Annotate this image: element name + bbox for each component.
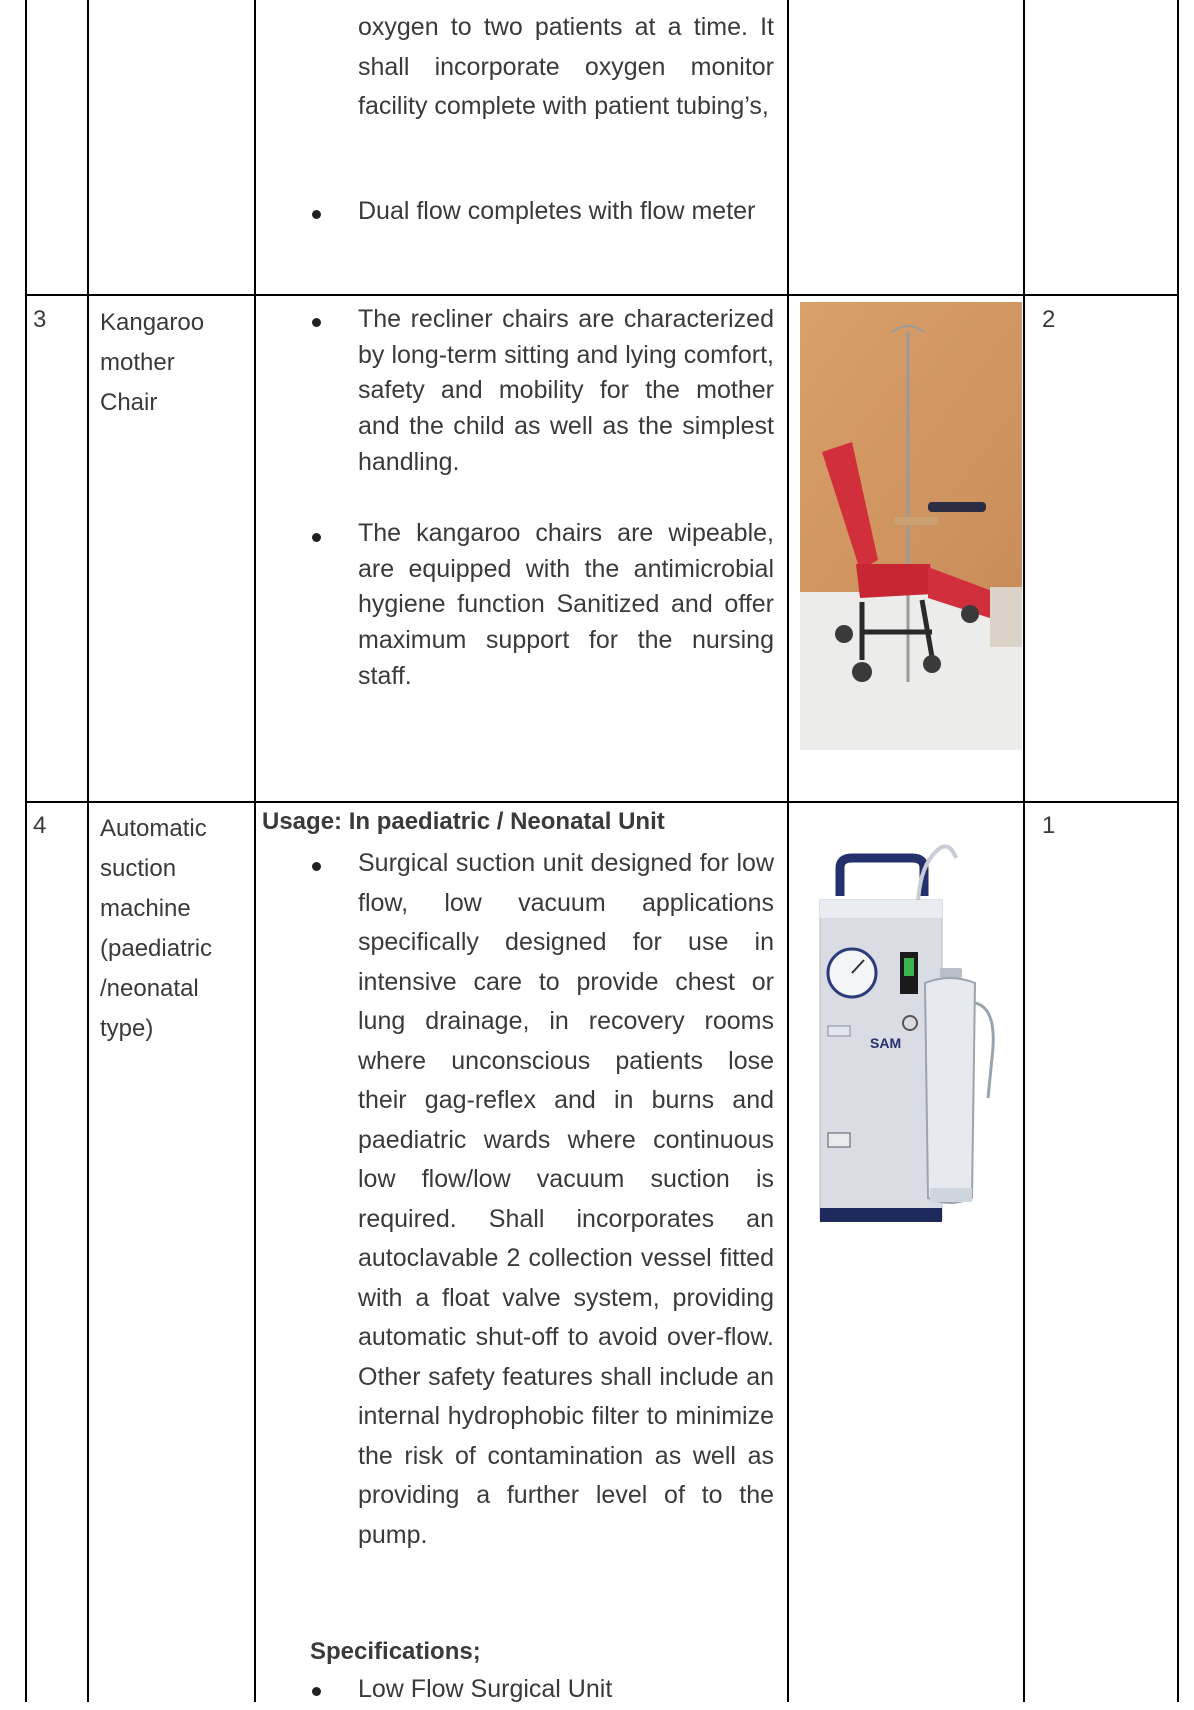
- row-divider-mid: [25, 801, 1179, 803]
- item-name-line: (paediatric: [100, 935, 213, 962]
- item-name-line: Automatic: [100, 815, 207, 842]
- table-border-right: [1177, 0, 1179, 1702]
- row-divider-top: [25, 294, 1179, 296]
- item-name-line: /neonatal: [100, 975, 199, 1002]
- table-border-left: [25, 0, 27, 1702]
- table-col-divider-1: [87, 0, 89, 1702]
- dual-flow-bullet: Dual flow completes with flow meter: [358, 197, 756, 225]
- device-brand-label: SAM: [870, 1035, 902, 1051]
- bullet-dot: [312, 318, 321, 327]
- item-name-line: machine: [100, 895, 191, 922]
- table-col-divider-4: [1023, 0, 1025, 1702]
- quantity: 2: [1042, 306, 1056, 333]
- item-name-line: type): [100, 1015, 154, 1042]
- suction-description-bullet: Surgical suction unit designed for low flow, low vacuum applications specifically designed for use in intensive care to provide chest or lung drainage, in recovery rooms where unconscious patients lose their gag-reflex and in burns and paediatric wards where continuous low flow/low vacuum suction is required. Shall incorporates an autoclavable 2 collection vessel fitted with a float valve system, providing automatic shut-off to avoid over-flow. Other safety features shall include an internal hydrophobic filter to minimize the risk of contamination as well as providing a further level of to the pump.: [358, 849, 774, 1549]
- row-number: 4: [33, 812, 47, 839]
- bullet-dot: [312, 533, 321, 542]
- item-name-line: suction: [100, 855, 177, 882]
- table-col-divider-2: [254, 0, 256, 1702]
- table-col-divider-3: [787, 0, 789, 1702]
- spec-item: Low Flow Surgical Unit: [358, 1675, 613, 1703]
- recliner-chair-photo: [800, 302, 1022, 750]
- recliner-bullet: The recliner chairs are characterized by long-term sitting and lying comfort, safety and mobility for the mother and the child as well as the simplest handling.: [358, 305, 774, 476]
- specs-heading: Specifications;: [310, 1638, 481, 1665]
- quantity: 1: [1042, 812, 1056, 839]
- bullet-dot: [312, 1687, 321, 1696]
- usage-heading: Usage: In paediatric / Neonatal Unit: [262, 808, 665, 835]
- bullet-dot: [312, 210, 321, 219]
- bullet-dot: [312, 862, 321, 871]
- row-number: 3: [33, 306, 47, 333]
- wipeable-bullet: The kangaroo chairs are wipeable, are equipped with the antimicrobial hygiene function Sanitized and offer maximum support for the nursing staff.: [358, 519, 774, 690]
- item-name: Kangaroo mother Chair: [100, 309, 205, 416]
- continued-paragraph: oxygen to two patients at a time. It shall incorporate oxygen monitor facility complete with patient tubing’s,: [358, 13, 774, 120]
- suction-machine-photo: [800, 808, 1022, 1238]
